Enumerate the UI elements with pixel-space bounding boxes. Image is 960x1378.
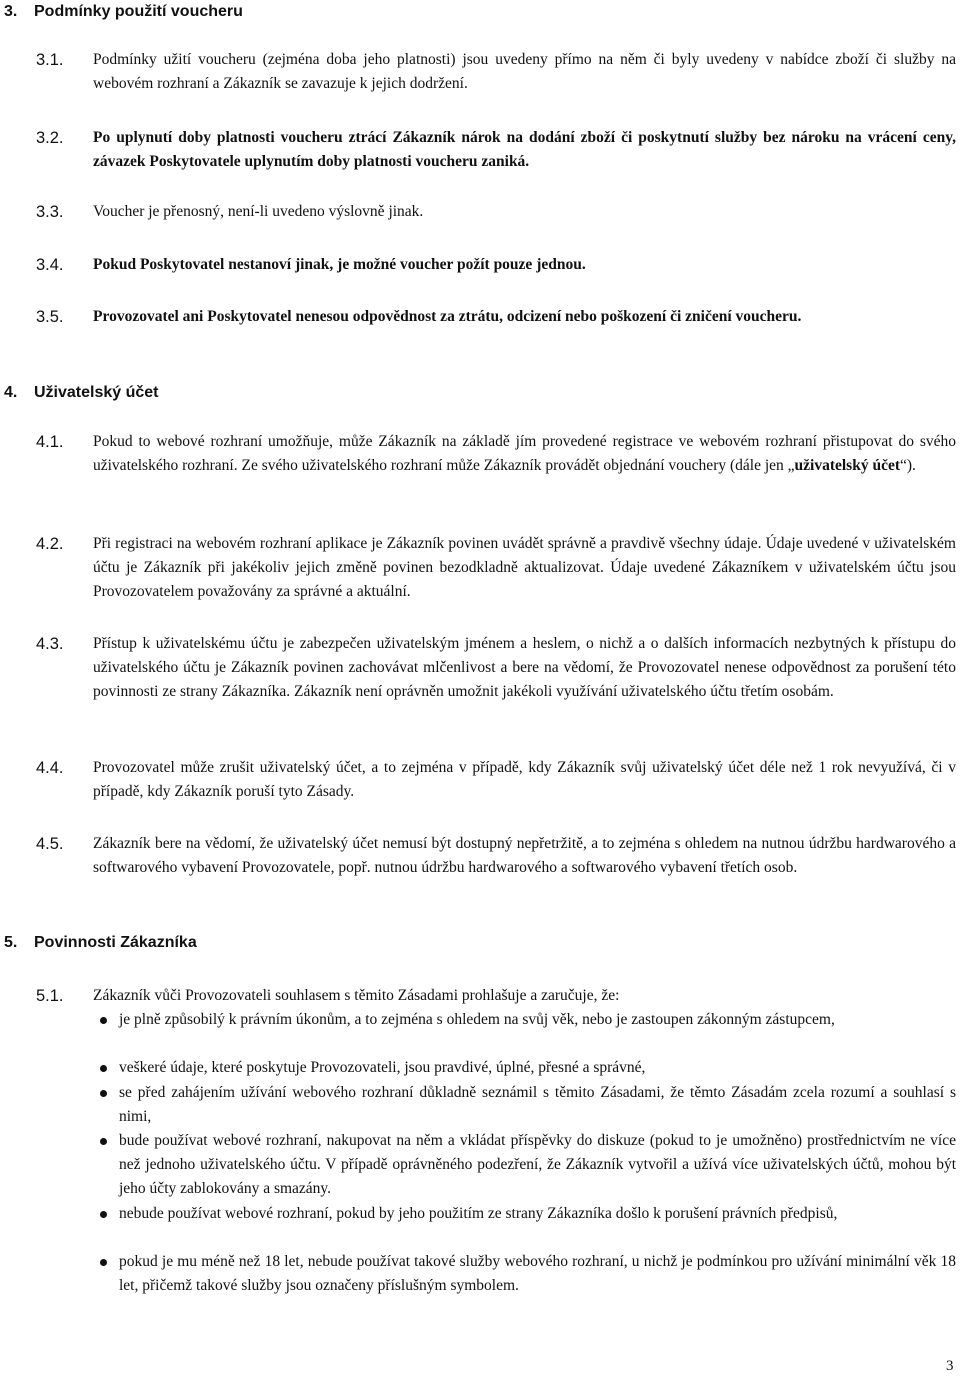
bullet-icon: [100, 1211, 107, 1218]
clause-number: 3.1.: [36, 51, 64, 69]
section-title: Podmínky použití voucheru: [34, 3, 243, 20]
section-title: Povinnosti Zákazníka: [34, 934, 197, 951]
clause-text: Podmínky užití voucheru (zejména doba jeho platnosti) jsou uvedeny přímo na něm či byly uvedeny v nabídce zboží či služby na webovém rozhraní a Zákazník se zavazuje k jejich dodržení.: [93, 51, 956, 92]
section-number: 3.: [4, 3, 18, 20]
clause-number: 3.5.: [36, 308, 64, 326]
page-number: 3: [946, 1358, 954, 1374]
bullet-icon: [100, 1259, 107, 1266]
clause-number: 3.2.: [36, 129, 64, 147]
list-item: se před zahájením užívání webového rozhraní důkladně seznámil s těmito Zásadami, že těmto Zásadám zcela rozumí a souhlasí s nimi,: [119, 1084, 956, 1125]
defined-term: uživatelský účet: [794, 457, 901, 474]
clause-number: 4.3.: [36, 635, 64, 653]
bullet-icon: [100, 1065, 107, 1072]
clause-number: 4.4.: [36, 759, 64, 777]
clause-number: 5.1.: [36, 987, 64, 1005]
clause-number: 4.1.: [36, 433, 64, 451]
clause-text: Po uplynutí doby platnosti voucheru ztrácí Zákazník nárok na dodání zboží či poskytnutí služby bez nároku na vrácení ceny, závazek Poskytovatele uplynutím doby platnosti voucheru zaniká.: [93, 129, 956, 170]
section-number: 4.: [4, 384, 18, 401]
list-item: nebude používat webové rozhraní, pokud by jeho použitím ze strany Zákazníka došlo k porušení právních předpisů,: [119, 1205, 838, 1222]
section-title: Uživatelský účet: [34, 384, 159, 401]
bullet-icon: [100, 1017, 107, 1024]
list-item: bude používat webové rozhraní, nakupovat na něm a vkládat příspěvky do diskuze (pokud to je umožněno) prostřednictvím ne více než jednoho uživatelského účtu. V případě oprávněného podezření, že Zákazník vytvořil a užívá více uživatelských účtů, mohou být jeho účty zablokovány a smazány.: [119, 1132, 956, 1197]
list-item: veškeré údaje, které poskytuje Provozovateli, jsou pravdivé, úplné, přesné a správné,: [119, 1059, 646, 1076]
clause-text: Pokud Poskytovatel nestanoví jinak, je možné voucher požít pouze jednou.: [93, 256, 586, 273]
list-item: je plně způsobilý k právním úkonům, a to zejména s ohledem na svůj věk, nebo je zastoupen zákonným zástupcem,: [119, 1011, 835, 1028]
clause-text: Provozovatel ani Poskytovatel nenesou odpovědnost za ztrátu, odcizení nebo poškození či zničení voucheru.: [93, 308, 802, 325]
clause-number: 3.3.: [36, 203, 64, 221]
clause-text: Při registraci na webovém rozhraní aplikace je Zákazník povinen uvádět správně a pravdivě všechny údaje. Údaje uvedené v uživatelském účtu je Zákazník při jakékoliv jejich změně povinen bezodkladně aktualizovat. Údaje uvedené Zákazníkem v uživatelském účtu jsou Provozovatelem považovány za správné a aktuální.: [93, 535, 956, 600]
clause-number: 4.2.: [36, 535, 64, 553]
clause-number: 4.5.: [36, 835, 64, 853]
bullet-icon: [100, 1090, 107, 1097]
clause-text: Provozovatel může zrušit uživatelský účet, a to zejména v případě, kdy Zákazník svůj uživatelský účet déle než 1 rok nevyužívá, či v případě, kdy Zákazník poruší tyto Zásady.: [93, 759, 956, 800]
section-heading-4: [4, 381, 159, 405]
section-number: 5.: [4, 934, 18, 951]
clause-text: Přístup k uživatelskému účtu je zabezpečen uživatelským jménem a heslem, o nichž a o dalších informacích nezbytných k přístupu do uživatelského účtu je Zákazník povinen zachovávat mlčenlivost a bere na vědomí, že Provozovatel nenese odpovědnost za porušení této povinnosti ze strany Zákazníka. Zákazník není oprávněn umožnit jakékoli využívání uživatelského účtu třetím osobám.: [93, 635, 956, 700]
list-item: pokud je mu méně než 18 let, nebude používat takové služby webového rozhraní, u nichž je podmínkou pro užívání minimální věk 18 let, přičemž takové služby jsou označeny příslušným symbolem.: [119, 1253, 956, 1294]
clause-text: Zákazník bere na vědomí, že uživatelský účet nemusí být dostupný nepřetržitě, a to zejména s ohledem na nutnou údržbu hardwarového a softwarového vybavení Provozovatele, popř. nutnou údržbu hardwarového a softwarového vybavení třetích osob.: [93, 835, 956, 876]
clause-text: Voucher je přenosný, není-li uvedeno výslovně jinak.: [93, 203, 424, 220]
section-heading-5: [4, 931, 197, 955]
section-heading-3: [4, 0, 243, 24]
clause-text: Pokud to webové rozhraní umožňuje, může Zákazník na základě jím provedené registrace ve webovém rozhraní přistupovat do svého uživatelského rozhraní. Ze svého uživatelského rozhraní může Zákazník provádět objednání vouchery (dále jen „uživatelský účet“).: [93, 433, 956, 474]
clause-text: Zákazník vůči Provozovateli souhlasem s těmito Zásadami prohlašuje a zaručuje, že:: [93, 987, 620, 1004]
clause-number: 3.4.: [36, 256, 64, 274]
bullet-icon: [100, 1138, 107, 1145]
